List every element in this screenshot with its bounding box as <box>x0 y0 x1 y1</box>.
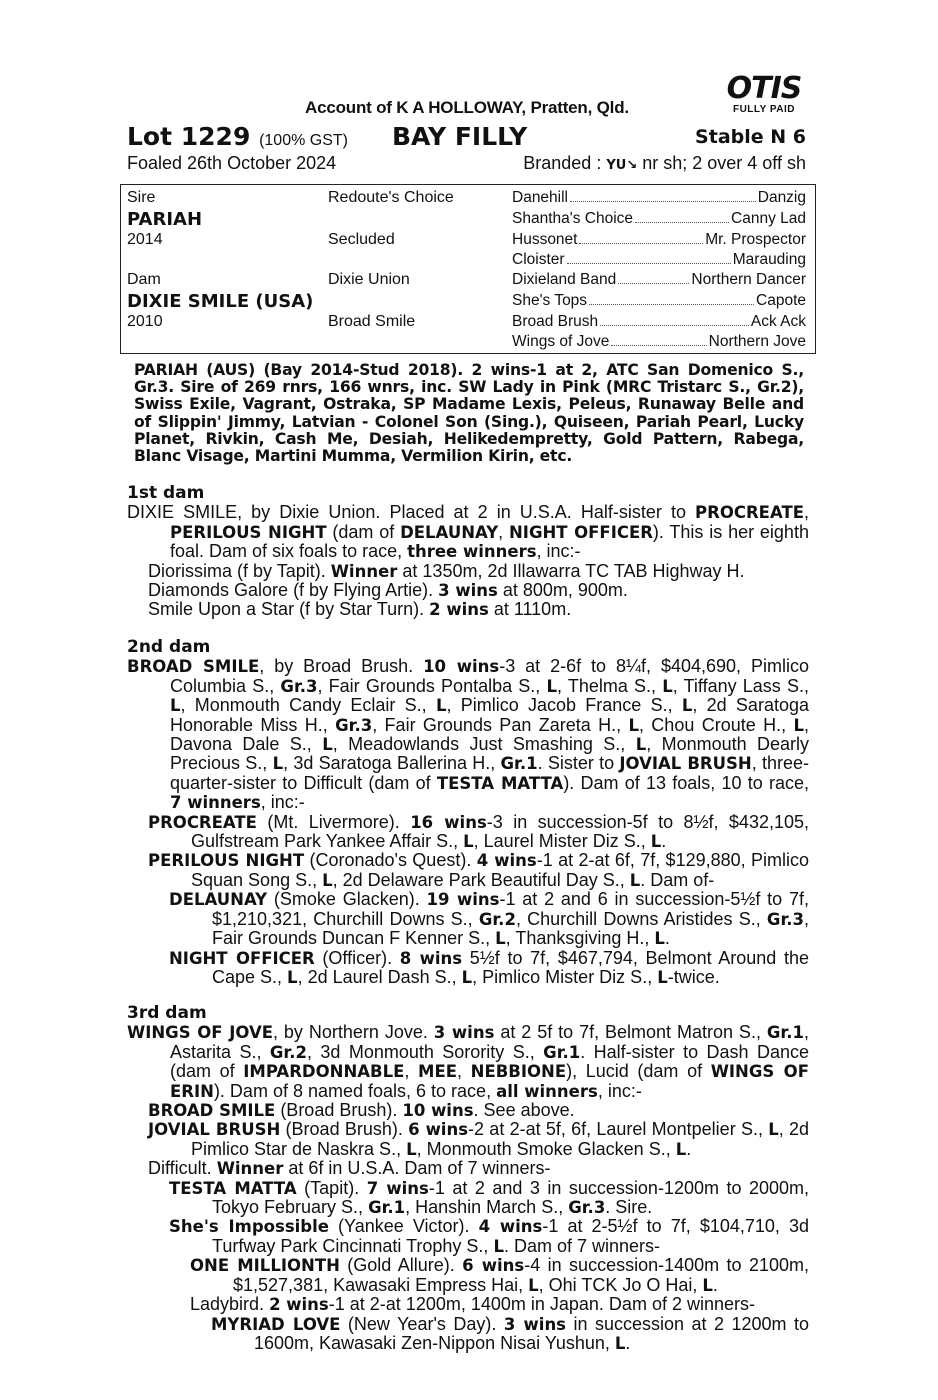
g3-sire: Marauding <box>732 251 806 268</box>
text-run: -3 in succession-5f to 8½f, $432,105, Gulfstream Park Yankee Affair S., <box>191 811 810 852</box>
g3-name: Cloister <box>512 251 565 268</box>
text-run: at 1110m. <box>488 599 572 620</box>
g3-sire: Northern Jove <box>708 333 806 350</box>
text-run: , <box>498 521 509 542</box>
bold-run: Gr.3 <box>766 909 804 929</box>
text-run: (Coronado's Quest). <box>304 850 477 871</box>
bold-run: L <box>768 1120 779 1140</box>
text-run: (Broad Brush). <box>280 1119 409 1140</box>
bold-run: 2 wins <box>429 600 489 620</box>
bold-run: three winners <box>407 542 537 562</box>
bold-run: She's Impossible <box>169 1217 329 1237</box>
text-run: , three-quarter-sister to Difficult (dam of <box>170 753 809 793</box>
bold-run: BROAD SMILE <box>148 1101 276 1121</box>
bold-run: MYRIAD LOVE <box>211 1314 341 1334</box>
g3-name: Danehill <box>512 189 569 206</box>
stable-location: Stable N 6 <box>695 126 806 148</box>
sire-name: PARIAH <box>127 209 203 230</box>
dam-sire: Dixie Union <box>328 271 410 288</box>
bold-run: DELAUNAY <box>400 522 499 542</box>
text-run: , Pimlico Mister Diz S., <box>472 966 658 987</box>
bold-run: 7 winners <box>170 793 261 813</box>
bold-run: 4 wins <box>476 851 537 871</box>
text-run: Diamonds Galore (f by Flying Artie). <box>148 580 439 601</box>
bold-run: L <box>629 870 641 890</box>
brand-mark-icon: YU↘ <box>606 158 638 173</box>
text-run: , Fair Grounds Pontalba S., <box>317 675 547 696</box>
text-run: -4 in succession-1400m to 2100m, $1,527,381, Kawasaki Empress Hai, <box>233 1255 809 1295</box>
family-paragraph <box>127 1256 809 1295</box>
g3-sire: Ack Ack <box>750 313 806 330</box>
text-run: (Tapit). <box>296 1177 367 1198</box>
text-run: . Dam of 7 winners- <box>503 1235 661 1256</box>
g3-sire: Mr. Prospector <box>705 231 806 248</box>
foaled-date: Foaled 26th October 2024 <box>127 153 337 173</box>
text-run: . <box>712 1274 718 1295</box>
family-paragraph <box>127 600 809 619</box>
bold-run: Gr.3 <box>280 676 318 696</box>
bold-run: all winners <box>496 1081 598 1101</box>
text-run: (Yankee Victor). <box>328 1216 479 1237</box>
bold-run: L <box>654 929 665 949</box>
text-run: . See above. <box>473 1100 575 1121</box>
text-run: -3 at 2-6f to 8¼f, $404,690, Pimlico Columbia S., <box>170 656 809 696</box>
bold-run: 10 wins <box>402 1101 474 1121</box>
sire-summary: PARIAH (AUS) (Bay 2014-Stud 2018). 2 wins-1 at 2, ATC San Domenico S., Gr.3. Sire of 269 rnrs, 166 wnrs, inc. SW Lady in Pink (MRC Tristarc S., Gr.2), Swiss Exile, Vagrant, Ostraka, SP Madame Lexis, Peleus, Runaway Belle and of Slippin' Jimmy, Latvian - Colonel Son (Sing.), Quiseen, Pariah Pearl, Lucky Planet, Rivkin, Cash Me, Desiah, Helikedempretty, Gold Pattern, Rabega, Blanc Visage, Martini Mumma, Vermilion Kirin, etc. <box>134 361 804 466</box>
text-run: -1 at 2 and 3 in succession-1200m to 2000m, Tokyo February S., <box>212 1177 810 1218</box>
g3-name: Wings of Jove <box>512 333 610 350</box>
text-run: , Fair Grounds Duncan F Kenner S., <box>212 908 809 949</box>
text-run: . Sister to <box>537 753 620 774</box>
lot-number <box>127 122 348 151</box>
text-run: , inc:- <box>536 541 581 562</box>
bold-run: TESTA MATTA <box>436 773 564 793</box>
bold-run: NEBBIONE <box>470 1062 567 1082</box>
text-run: , Hanshin March S., <box>405 1197 569 1218</box>
family-paragraph <box>127 813 809 852</box>
logo-subtitle: FULLY PAID <box>732 104 796 115</box>
g3-name: Dixieland Band <box>512 271 617 288</box>
bold-run: 3 wins <box>433 1023 495 1043</box>
g3-sire: Northern Dancer <box>691 271 806 288</box>
text-run: , 2d Laurel Dash S., <box>297 966 462 987</box>
family-paragraph <box>127 503 809 561</box>
sire-dam: Secluded <box>328 231 395 248</box>
family-paragraph <box>127 1179 809 1218</box>
family-paragraph <box>127 1315 809 1354</box>
text-run: . <box>625 1332 631 1353</box>
text-run: , <box>404 1061 419 1082</box>
sire-label: Sire <box>127 189 156 206</box>
family-paragraph <box>127 1295 809 1314</box>
brand-info <box>523 153 806 174</box>
text-run: , Laurel Mister Diz S., <box>473 831 651 852</box>
text-run: , <box>457 1061 471 1082</box>
first-dam-section <box>127 484 809 620</box>
bold-run: PERILOUS NIGHT <box>148 851 305 871</box>
pedigree-table <box>120 184 816 354</box>
bold-run: Gr.1 <box>543 1042 581 1062</box>
text-run: , Meadowlands Just Smashing S., <box>332 734 636 755</box>
bold-run: 19 wins <box>426 890 500 910</box>
text-run: in succession at 2 1200m to 1600m, Kawasaki Zen-Nippon Nisai Yushun, <box>254 1313 809 1353</box>
horse-description: BAY FILLY <box>392 122 528 151</box>
bold-run: L <box>793 715 804 735</box>
text-run: , Pimlico Jacob France S., <box>446 695 682 716</box>
bold-run: TESTA MATTA <box>169 1178 297 1198</box>
bold-run: L <box>322 735 333 755</box>
bold-run: BROAD SMILE <box>127 657 260 677</box>
text-run: , Churchill Downs Aristides S., <box>515 908 767 929</box>
text-run: , by Northern Jove. <box>272 1022 434 1043</box>
text-run: Diorissima (f by Tapit). <box>148 560 331 581</box>
section-heading: 1st dam <box>127 483 205 503</box>
bold-run: WINGS OF JOVE <box>127 1023 273 1043</box>
text-run: at 1350m, 2d Illawarra TC TAB Highway H. <box>397 560 745 581</box>
bold-run: L <box>170 696 181 716</box>
bold-run: Gr.3 <box>335 715 373 735</box>
text-run: , Ohi TCK Jo O Hai, <box>538 1274 703 1295</box>
bold-run: 6 wins <box>408 1120 469 1140</box>
bold-run: L <box>546 676 557 696</box>
bold-run: L <box>406 1139 417 1159</box>
g3-name: She's Tops <box>512 292 588 309</box>
family-paragraph <box>127 657 809 812</box>
section-body <box>127 657 809 987</box>
bold-run: MEE <box>418 1062 457 1082</box>
bold-run: NIGHT OFFICER <box>509 522 653 542</box>
bold-run: L <box>675 1139 687 1159</box>
text-run: -1 at 2-5½f to 7f, $104,710, 3d Turfway Park Cincinnati Trophy S., <box>212 1216 809 1256</box>
text-run: Ladybird. <box>190 1294 270 1315</box>
bold-run: L <box>463 832 474 852</box>
text-run: -1 at 2-at 1200m, 1400m in Japan. Dam of 2 winners- <box>328 1294 755 1315</box>
bold-run: 16 wins <box>410 812 487 832</box>
text-run: , Monmouth Smoke Glacken S., <box>416 1138 676 1159</box>
bold-run: IMPARDONNABLE <box>243 1062 405 1082</box>
g3-name: Hussonet <box>512 231 578 248</box>
section-heading: 3rd dam <box>127 1003 207 1023</box>
bold-run: L <box>435 696 447 716</box>
bold-run: L <box>287 967 298 987</box>
bold-run: WINGS OF ERIN <box>170 1062 809 1101</box>
text-run: , 2d Delaware Park Beautiful Day S., <box>332 869 630 890</box>
bold-run: L <box>681 696 693 716</box>
family-paragraph <box>127 1101 809 1120</box>
text-run: . <box>661 831 667 852</box>
g3-row <box>512 333 806 351</box>
text-run: , 3d Monmouth Sorority S., <box>306 1041 544 1062</box>
text-run: , 2d Pimlico Star de Naskra S., <box>191 1119 809 1159</box>
text-run: Smile Upon a Star (f by Star Turn). <box>148 599 430 620</box>
text-run: , Tiffany Lass S., <box>672 675 809 696</box>
text-run: (dam of <box>326 521 401 542</box>
bold-run: 2 wins <box>269 1295 329 1315</box>
text-run: , Thanksgiving H., <box>505 928 655 949</box>
text-run: , Davona Dale S., <box>170 714 809 755</box>
text-run: . Sire. <box>605 1197 653 1218</box>
text-run: , Fair Grounds Pan Zareta H., <box>372 714 629 735</box>
bold-run: L <box>662 676 673 696</box>
text-run: . <box>686 1138 692 1159</box>
bold-run: 3 wins <box>438 581 498 601</box>
bold-run: PROCREATE <box>695 503 804 523</box>
bold-run: L <box>461 967 473 987</box>
logo-mark: OTIS <box>726 71 802 106</box>
lot-label: Lot 1229 <box>127 122 251 151</box>
bold-run: L <box>528 1275 539 1295</box>
g3-sire: Canny Lad <box>731 210 806 227</box>
g3-row <box>512 210 806 228</box>
text-run: (New Year's Day). <box>340 1313 504 1334</box>
bold-run: L <box>628 715 639 735</box>
text-run: -twice. <box>667 966 720 987</box>
text-run: -2 at 2-at 5f, 6f, Laurel Montpelier S., <box>468 1119 769 1140</box>
bold-run: L <box>322 870 333 890</box>
bold-run: L <box>702 1275 713 1295</box>
bold-run: Winner <box>216 1159 284 1179</box>
text-run: -1 at 2-at 6f, 7f, $129,880, Pimlico Squan Song S., <box>191 850 809 890</box>
section-heading: 2nd dam <box>127 637 211 657</box>
family-paragraph <box>127 1217 809 1256</box>
family-paragraph <box>127 851 809 890</box>
g3-row <box>512 313 806 331</box>
text-run: (Broad Brush). <box>275 1100 403 1121</box>
section-body <box>127 1023 809 1353</box>
dam-name: DIXIE SMILE (USA) <box>127 291 314 312</box>
text-run: -1 at 2 and 6 in succession-5½f to 7f, $1,210,321, Churchill Downs S., <box>212 889 809 929</box>
branded-label: Branded : <box>523 153 602 173</box>
otis-logo <box>722 71 806 115</box>
text-run: (Mt. Livermore). <box>256 811 411 832</box>
bold-run: ONE MILLIONTH <box>190 1256 340 1276</box>
text-run: , by Broad Brush. <box>259 656 424 677</box>
bold-run: L <box>614 1333 626 1353</box>
text-run: at 6f in U.S.A. Dam of 7 winners- <box>283 1158 551 1179</box>
bold-run: Gr.3 <box>568 1198 606 1218</box>
family-paragraph <box>127 562 809 581</box>
g3-name: Shantha's Choice <box>512 210 634 227</box>
text-run: . Dam of- <box>640 869 715 890</box>
vendor-account: Account of K A HOLLOWAY, Pratten, Qld. <box>305 98 629 117</box>
dam-label: Dam <box>127 271 161 288</box>
family-paragraph <box>127 890 809 948</box>
text-run: . Half-sister to Dash Dance (dam of <box>170 1041 809 1082</box>
text-run: (Smoke Glacken). <box>267 889 427 910</box>
third-dam-section <box>127 1004 809 1353</box>
bold-run: Winner <box>330 561 398 581</box>
dam-year: 2010 <box>127 313 163 330</box>
gst-note: (100% GST) <box>259 132 348 149</box>
second-dam-section <box>127 638 809 987</box>
g3-sire: Danzig <box>757 189 806 206</box>
text-run: , Monmouth Candy Eclair S., <box>180 695 436 716</box>
text-run: at 800m, 900m. <box>497 580 628 601</box>
text-run: at 2 5f to 7f, Belmont Matron S., <box>494 1022 767 1043</box>
text-run: (Gold Allure). <box>339 1255 463 1276</box>
bold-run: Gr.2 <box>478 909 516 929</box>
g3-name: Broad Brush <box>512 313 599 330</box>
text-run: , 3d Saratoga Ballerina H., <box>283 753 501 774</box>
g3-row <box>512 292 806 310</box>
section-body <box>127 503 809 619</box>
g3-row <box>512 231 806 249</box>
branded-details: nr sh; 2 over 4 off sh <box>642 153 806 173</box>
text-run: , Chou Croute H., <box>638 714 794 735</box>
bold-run: Gr.1 <box>766 1023 804 1043</box>
bold-run: Gr.2 <box>269 1042 307 1062</box>
text-run: ), Lucid (dam of <box>566 1061 711 1082</box>
g3-row <box>512 271 806 289</box>
family-paragraph <box>127 1023 809 1101</box>
bold-run: PERILOUS NIGHT <box>170 522 327 542</box>
bold-run: NIGHT OFFICER <box>169 948 315 968</box>
text-run: 5½f to 7f, $467,794, Belmont Around the Cape S., <box>212 947 809 987</box>
text-run: ). This is her eighth foal. Dam of six foals to race, <box>170 521 809 562</box>
text-run: , Monmouth Dearly Precious S., <box>170 734 810 774</box>
bold-run: L <box>635 735 647 755</box>
bold-run: L <box>495 929 506 949</box>
bold-run: DELAUNAY <box>169 890 268 910</box>
bold-run: 6 wins <box>462 1256 525 1276</box>
sire-year: 2014 <box>127 231 163 248</box>
bold-run: L <box>272 754 284 774</box>
g3-row <box>512 251 806 269</box>
family-paragraph <box>127 1120 809 1159</box>
sire-sire: Redoute's Choice <box>328 189 454 206</box>
text-run: ). Dam of 8 named foals, 6 to race, <box>213 1080 497 1101</box>
text-run: , inc:- <box>260 792 305 813</box>
bold-run: L <box>493 1236 504 1256</box>
family-paragraph <box>127 581 809 600</box>
bold-run: 10 wins <box>423 657 500 677</box>
bold-run: 3 wins <box>503 1314 567 1334</box>
text-run: , <box>803 502 809 523</box>
text-run: DIXIE SMILE, by Dixie Union. Placed at 2 in U.S.A. Half-sister to <box>127 502 696 523</box>
family-paragraph <box>127 949 809 988</box>
text-run: , 2d Saratoga Honorable Miss H., <box>170 695 809 735</box>
bold-run: Gr.1 <box>368 1198 406 1218</box>
bold-run: 7 wins <box>366 1178 429 1198</box>
g3-sire: Capote <box>756 292 806 309</box>
dam-dam: Broad Smile <box>328 313 416 330</box>
text-run: , Thelma S., <box>556 675 663 696</box>
bold-run: 8 wins <box>399 948 463 968</box>
text-run: Difficult. <box>148 1158 217 1179</box>
g3-row <box>512 189 806 207</box>
text-run: , Astarita S., <box>170 1022 809 1062</box>
bold-run: L <box>650 832 662 852</box>
text-run: ). Dam of 13 foals, 10 to race, <box>563 772 809 793</box>
bold-run: JOVIAL BRUSH <box>619 754 752 774</box>
text-run: , inc:- <box>597 1080 642 1101</box>
text-run: (Officer). <box>314 947 400 968</box>
bold-run: PROCREATE <box>148 812 257 832</box>
text-run: . <box>664 928 670 949</box>
family-paragraph <box>127 1159 809 1178</box>
bold-run: L <box>657 967 668 987</box>
bold-run: Gr.1 <box>500 754 538 774</box>
bold-run: JOVIAL BRUSH <box>148 1120 281 1140</box>
bold-run: 4 wins <box>478 1217 543 1237</box>
